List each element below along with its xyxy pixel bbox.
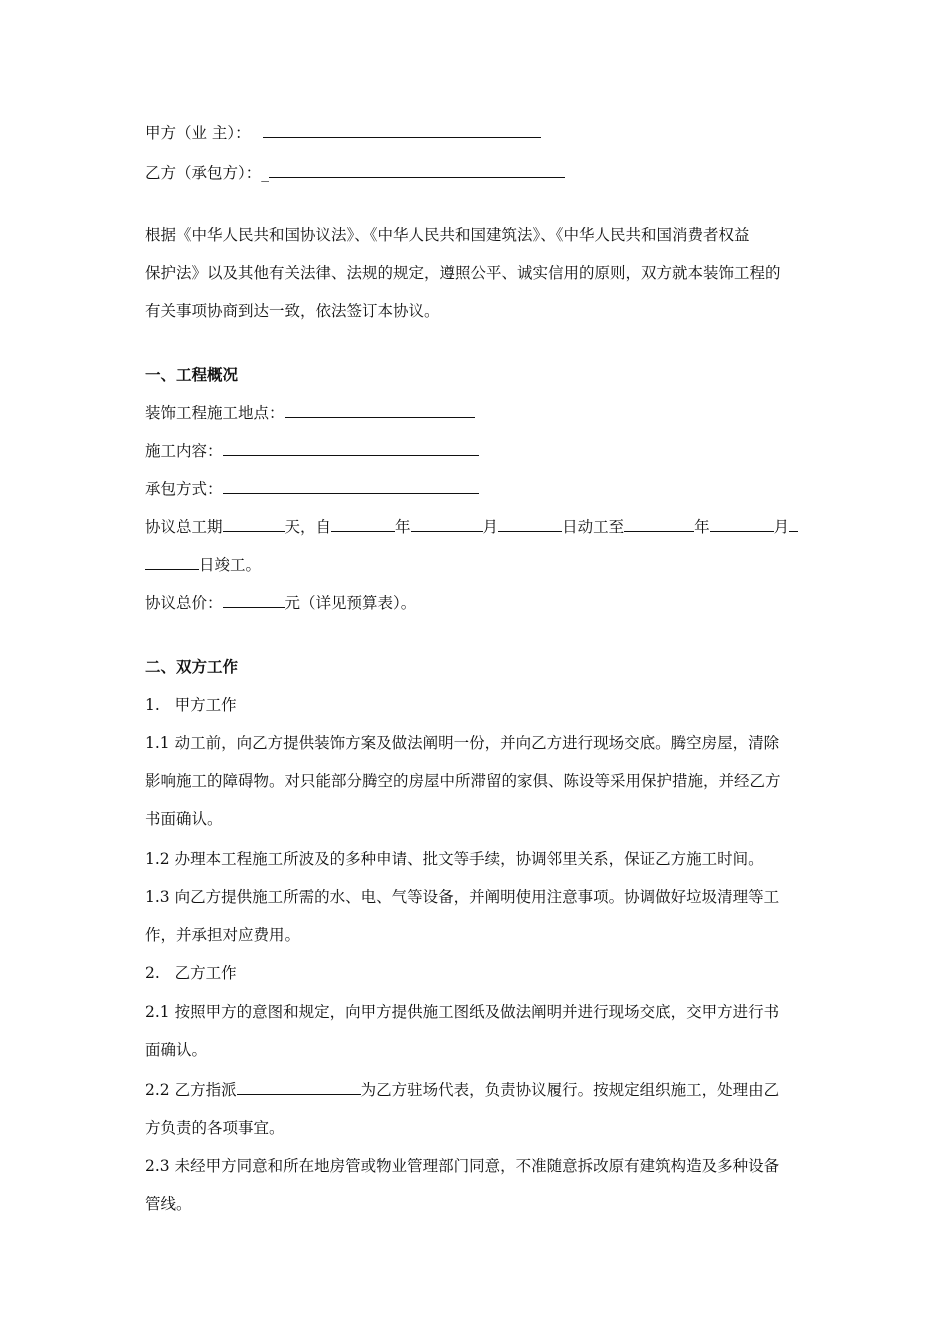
party-a-label: 甲方（业 主）： [145, 124, 251, 142]
start-year-text: 年 [395, 518, 411, 536]
clause-2-3-line-1: 2.3 未经甲方同意和所在地房管或物业管理部门同意，不准随意拆改原有建筑构造及多种设备 [145, 1157, 780, 1175]
intro-line-1: 根据《中华人民共和国协议法》、《中华人民共和国建筑法》、《中华人民共和国消费者权益 [145, 226, 750, 244]
party-a-work-title: 1. 甲方工作 [145, 696, 237, 714]
price-line [145, 593, 416, 613]
party-b-work-title: 2. 乙方工作 [145, 964, 237, 982]
end-year-blank[interactable] [624, 517, 694, 532]
clause-2-1-line-1: 2.1 按照甲方的意图和规定，向甲方提供施工图纸及做法阐明并进行现场交底，交甲方进行书 [145, 1003, 780, 1021]
start-day-blank[interactable] [498, 517, 562, 532]
party-a-blank[interactable] [263, 123, 541, 138]
start-year-blank[interactable] [331, 517, 395, 532]
party-b-line [145, 163, 565, 183]
clause-2-2-suffix: 为乙方驻场代表，负责协议履行。按规定组织施工，处理由乙 [360, 1081, 780, 1099]
price-suffix: 元（详见预算表）。 [284, 594, 417, 612]
period-line [145, 517, 798, 537]
end-month-text: 月 [773, 518, 790, 536]
clause-2-2-prefix: 2.2 乙方指派 [145, 1081, 237, 1099]
party-a-line [145, 123, 541, 143]
end-month-tail [789, 517, 798, 532]
period-days-blank[interactable] [223, 517, 285, 532]
location-line [145, 403, 475, 423]
clause-1-1-line-3: 书面确认。 [145, 810, 223, 828]
content-label: 施工内容： [145, 442, 223, 460]
representative-blank[interactable] [237, 1080, 361, 1095]
clause-1-1-line-1: 1.1 动工前，向乙方提供装饰方案及做法阐明一份，并向乙方进行现场交底。腾空房屋，清除 [145, 734, 780, 752]
period-prefix: 协议总工期 [145, 518, 223, 536]
section-2-heading: 二、双方工作 [145, 657, 239, 676]
period-line-2 [145, 555, 261, 575]
party-b-blank[interactable] [269, 163, 565, 178]
method-label: 承包方式： [145, 480, 223, 498]
intro-line-3: 有关事项协商到达一致，依法签订本协议。 [145, 302, 440, 320]
location-label: 装饰工程施工地点： [145, 404, 285, 422]
location-blank[interactable] [285, 403, 475, 418]
clause-1-2: 1.2 办理本工程施工所波及的多种申请、批文等手续，协调邻里关系，保证乙方施工时间。 [145, 850, 764, 868]
method-blank[interactable] [223, 479, 479, 494]
method-line [145, 479, 479, 499]
section-1-heading: 一、工程概况 [145, 365, 239, 384]
content-blank[interactable] [223, 441, 479, 456]
clause-2-2-line-2: 方负责的各项事宜。 [145, 1119, 285, 1137]
start-day-text: 日动工至 [562, 518, 625, 536]
end-year-text: 年 [694, 518, 710, 536]
clause-1-3-line-1: 1.3 向乙方提供施工所需的水、电、气等设备，并阐明使用注意事项。协调做好垃圾清理等工 [145, 888, 780, 906]
clause-2-2-line-1 [145, 1080, 779, 1100]
end-day-text: 日竣工。 [199, 556, 262, 574]
clause-1-3-line-2: 作，并承担对应费用。 [145, 926, 301, 944]
intro-line-2: 保护法》以及其他有关法律、法规的规定，遵照公平、诚实信用的原则，双方就本装饰工程的 [145, 264, 781, 282]
clause-2-3-line-2: 管线。 [145, 1195, 192, 1213]
price-blank[interactable] [223, 593, 285, 608]
period-days-text: 天，自 [284, 518, 332, 536]
clause-2-1-line-2: 面确认。 [145, 1041, 208, 1059]
start-month-text: 月 [482, 518, 499, 536]
price-prefix: 协议总价： [145, 594, 223, 612]
clause-1-1-line-2: 影响施工的障碍物。对只能部分腾空的房屋中所滞留的家俱、陈设等采用保护措施，并经乙方 [145, 772, 781, 790]
content-line [145, 441, 479, 461]
party-b-label: 乙方（承包方）：_ [145, 164, 270, 182]
end-day-blank[interactable] [145, 555, 199, 570]
start-month-blank[interactable] [411, 517, 483, 532]
end-month-blank[interactable] [710, 517, 774, 532]
